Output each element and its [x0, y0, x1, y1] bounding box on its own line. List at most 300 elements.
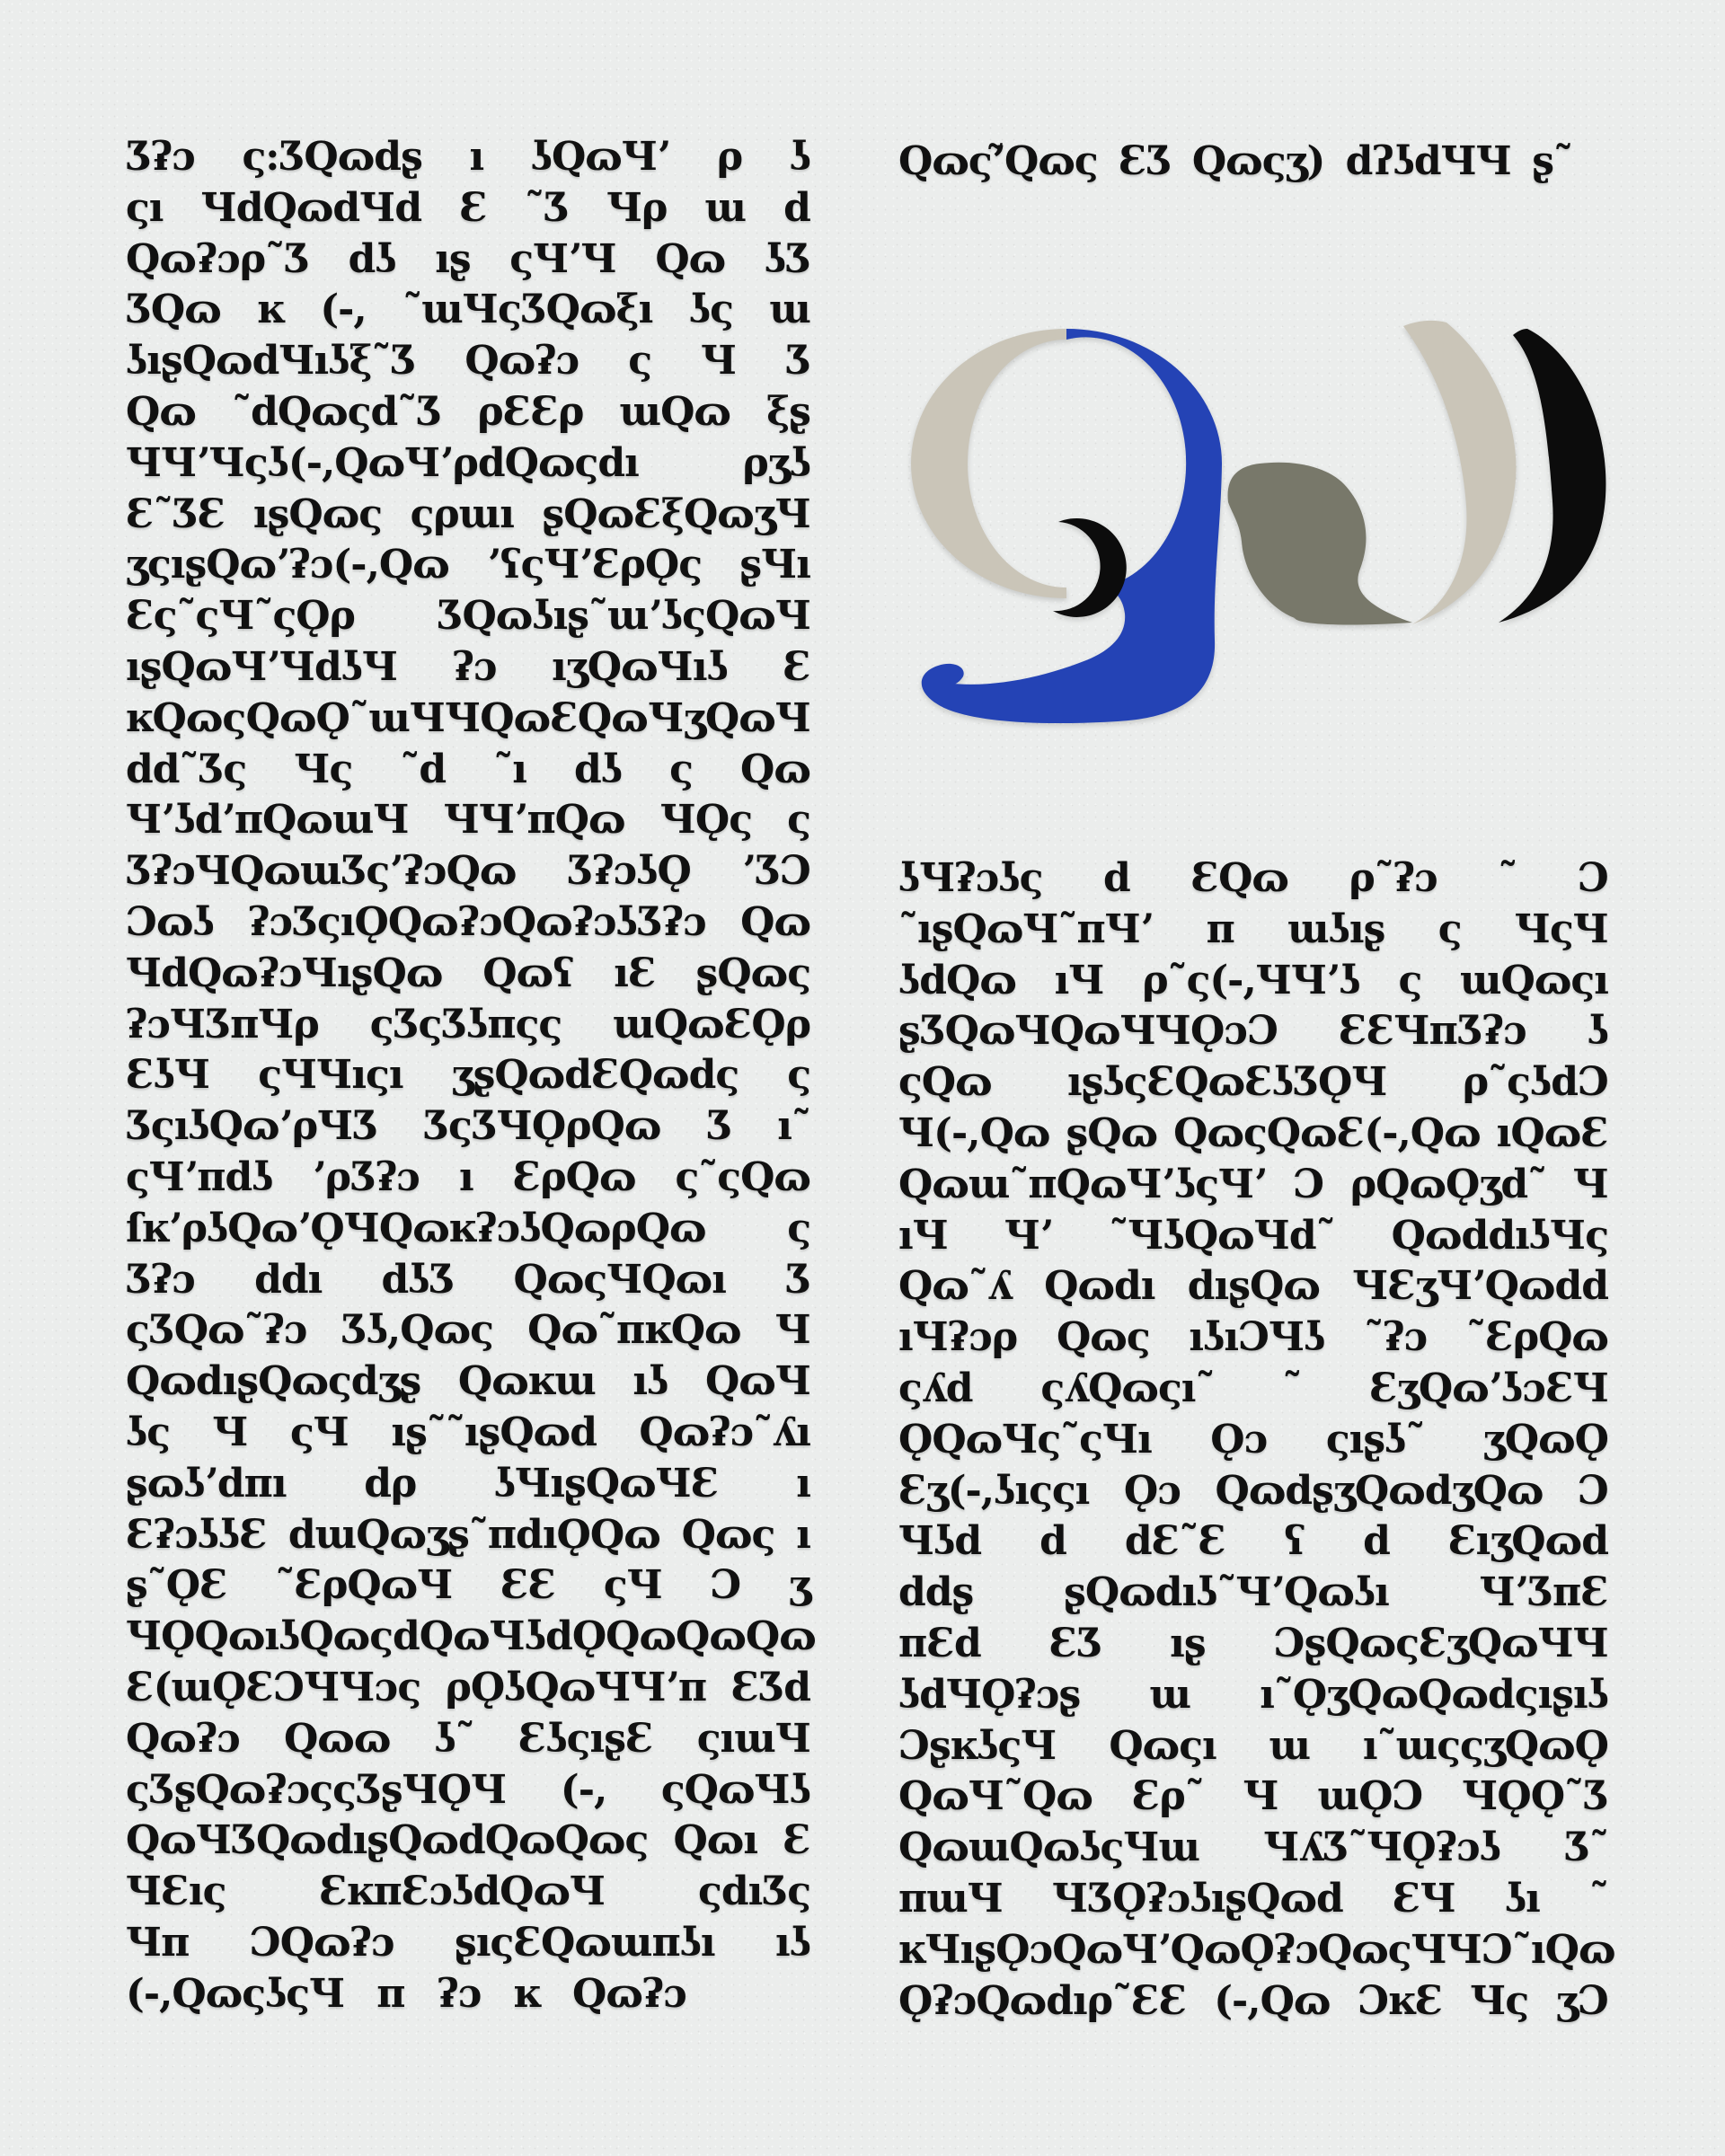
word: Qɷς — [1056, 1314, 1150, 1361]
word: ςıʂʖ˜ — [1325, 1416, 1425, 1462]
word: ʖQɷЧʼ — [530, 134, 670, 180]
word: ɯQɷƐǪρ — [613, 1001, 810, 1047]
word: Чρ — [606, 184, 668, 231]
word: ς — [787, 1052, 810, 1099]
word: ЧǪQɷıʖQɷςdQɷЧ — [126, 1613, 525, 1660]
text-line — [898, 905, 1608, 956]
word: d — [1363, 1518, 1390, 1565]
word: ƐıʒQɷd — [1447, 1518, 1608, 1565]
word: ʡɔƷςıǪQɷʡɔQɷʡɔʖƷʡɔ — [248, 898, 706, 945]
word: ς — [1438, 906, 1462, 952]
text-line — [126, 1816, 810, 1867]
text-line — [898, 1466, 1608, 1517]
text-line — [126, 897, 810, 949]
text-line — [126, 1050, 810, 1101]
word: ςƷQɷ˜ʡɔ — [126, 1307, 307, 1354]
word: ξʂ — [766, 388, 810, 435]
word: ƆʂĸʖςЧ — [898, 1722, 1057, 1769]
word: ɯQɷςı — [1460, 957, 1608, 1003]
word: Ɛρ˜ — [1131, 1773, 1204, 1820]
word: ſĸʼρʖQɷʼǪЧQɷĸʡɔʖQɷρQɷ — [126, 1205, 706, 1251]
word: Ɔ — [1293, 1161, 1324, 1207]
word: Ǫɔ — [995, 1926, 1053, 1973]
word: ƐЧ — [1392, 1875, 1455, 1922]
word: ЧǪς — [659, 797, 753, 844]
word: Qɷĸɯ — [457, 1358, 596, 1405]
text-line — [898, 1721, 1608, 1772]
word: ρQɷǪʒd˜ — [1349, 1161, 1547, 1207]
word: Ɛ — [459, 184, 487, 231]
word: QɷdıʂQɷςdʒʂ — [126, 1358, 421, 1405]
text-line — [126, 591, 810, 642]
word: QɷɯQɷʖςЧɯ — [898, 1825, 1200, 1871]
word: ˜ — [1498, 855, 1517, 901]
word: Ч — [1243, 1773, 1278, 1820]
word: ƆʂQɷςƐʒQɷЧЧ — [1273, 1620, 1608, 1666]
word: ЧЧʼЧςʖ(-,QɷЧʼρdQɷςdı — [126, 439, 639, 486]
word: ρƐƐρ — [477, 388, 584, 435]
word: Qɷςı — [1109, 1722, 1216, 1769]
word: ʡɔ — [437, 1970, 482, 2017]
word: ƐQɷ — [1190, 855, 1288, 901]
word: ˜dQɷςd˜Ʒ — [232, 388, 442, 435]
word: ıʂ — [1170, 1620, 1206, 1666]
word: ʒƆ — [1555, 1977, 1608, 2024]
word: ƆQɷʡɔ — [249, 1919, 394, 1966]
word: ƐƷd — [730, 1664, 810, 1710]
word: Ɔɷʖ — [126, 898, 214, 945]
word: ς:ƷQɷdʂ — [242, 134, 422, 180]
word: ƐʖЧ — [126, 1052, 210, 1099]
text-line — [126, 1204, 810, 1255]
word: ЧƐʒЧʼQɷdd — [1352, 1263, 1608, 1310]
text-line — [898, 1160, 1608, 1211]
word: Qɷʕ — [482, 950, 574, 996]
olive-wave-stroke — [1228, 463, 1412, 625]
word: ıʂQɷς — [252, 490, 383, 537]
word: Qɷςʼ̃Qɷς — [898, 138, 1098, 184]
word: QɷddıʖЧς — [1391, 1212, 1608, 1259]
word: ЧƷǪʡɔʖıʂQɷd — [1052, 1875, 1343, 1922]
word: ıQɷƐ — [1496, 1109, 1608, 1156]
word: Ɔ — [1577, 1467, 1608, 1514]
word: ςЧЧıςı — [258, 1052, 403, 1099]
word: ıʖıƆЧʖ — [1189, 1314, 1325, 1361]
word: Ɛ(ɯǪƐƆЧЧɔς — [126, 1664, 421, 1710]
word: ƐƐ — [500, 1562, 556, 1609]
text-line — [126, 694, 810, 745]
word: Qɷʡɔ — [572, 1970, 686, 2017]
word: ĸ — [257, 287, 284, 333]
word: ρ˜ʡɔ — [1349, 855, 1438, 901]
text-line — [898, 1006, 1608, 1057]
word: ƐρQɷ — [512, 1153, 636, 1200]
word: ƷʡɔʖǪ — [567, 848, 691, 895]
text-line — [898, 1364, 1608, 1415]
word: ʂQɷ — [1066, 1109, 1158, 1156]
word: ʂQɷƐξQɷʒЧ — [542, 490, 810, 537]
word: Ʒʡɔ — [126, 1256, 195, 1303]
word: ƷʡɔЧQɷɯƷςʼʡɔQɷ — [126, 848, 517, 895]
text-line — [898, 853, 1608, 905]
word: ʂ˜ — [1532, 138, 1572, 184]
text-line — [126, 1663, 810, 1714]
word: QɷЧƷQɷdıʂQɷdQɷQɷς — [126, 1817, 649, 1864]
word: Qɷ˜ʎ — [898, 1263, 1012, 1310]
word: ςʎQɷςı˜ — [1040, 1365, 1215, 1411]
word: Ʒ˜ — [1564, 1825, 1608, 1871]
word: ıʂ˜˜ıʂQɷd — [391, 1409, 597, 1455]
beige-crescent-stroke — [1403, 321, 1516, 624]
word: Qɷ — [126, 388, 196, 435]
word: ʖ — [1587, 1008, 1608, 1055]
text-line — [898, 1772, 1608, 1823]
word: ıЧ — [898, 1212, 948, 1259]
word: ʖdЧǪʡɔʂ — [898, 1671, 1081, 1718]
word: ƐʖςıʂƐ — [518, 1715, 653, 1762]
text-line — [898, 956, 1608, 1007]
word: ςQɷЧʖ — [660, 1766, 810, 1813]
word: Ǫɔ — [1123, 1467, 1181, 1514]
word: Чп — [126, 1919, 190, 1966]
word: Ɔ — [1577, 855, 1608, 901]
word: ς — [787, 797, 810, 844]
word: ddı — [254, 1256, 323, 1303]
word: пɯЧ — [898, 1875, 1003, 1922]
text-line — [898, 1109, 1608, 1160]
word: ɯʖıʂ — [1287, 906, 1385, 952]
word: QɷςЧQɷı — [513, 1256, 726, 1303]
word: ЧЧʼпQɷ — [443, 797, 625, 844]
word: dd˜Ʒς — [126, 746, 247, 792]
word: пƐd — [898, 1620, 981, 1666]
word: ˜ЧʖQɷЧd˜ — [1109, 1212, 1335, 1259]
word: Ǫɔ — [1210, 1416, 1268, 1462]
word: (-, — [560, 1766, 607, 1813]
word: QɷЧ — [704, 1358, 810, 1405]
word: ʼʕςЧʼƐρǪς — [487, 542, 703, 588]
word: Qɷʡɔ˜ʎı — [639, 1409, 810, 1455]
heading-line — [898, 137, 1572, 188]
word: ˜ƐρQɷ — [1466, 1314, 1608, 1361]
word: ςıɯЧ — [696, 1715, 810, 1762]
text-line — [126, 234, 810, 286]
word: ı˜ǪʒQɷQɷdςıʂıʖ — [1260, 1671, 1608, 1718]
word: ςQɷ — [898, 1059, 992, 1106]
word: (-, — [320, 287, 367, 333]
text-line — [126, 1459, 810, 1510]
word: ςƷʂQɷʡɔςςƷʂЧǪЧ — [126, 1766, 507, 1813]
word: ς — [628, 338, 652, 384]
word: ƷςıʖQɷʼρЧƷ — [126, 1103, 378, 1150]
word: Ɔ — [710, 1562, 741, 1609]
word: ʂɷʖʼdпı — [126, 1460, 287, 1507]
word: ʡɔ — [452, 643, 497, 690]
word: ĸQɷς — [126, 694, 246, 741]
word: ςЧ — [603, 1562, 662, 1609]
text-line — [126, 642, 810, 694]
word: Qɷ — [740, 746, 810, 792]
word: ЧƐıς — [126, 1869, 226, 1915]
word: Ч — [212, 1409, 248, 1455]
word: ЧʎƷ˜ЧǪʡɔʖ — [1263, 1825, 1500, 1871]
word: Qɷ — [655, 235, 726, 282]
word: Ч — [648, 694, 684, 741]
word: ʖ — [789, 134, 810, 180]
word: ɯǪƆ — [1317, 1773, 1423, 1820]
word: ƷςƷЧǪρQɷ — [423, 1103, 661, 1150]
word: Ч(-,Qɷ — [898, 1109, 1050, 1156]
word: ƐƐЧпƷʡɔ — [1339, 1008, 1526, 1055]
word: Чς — [294, 746, 353, 792]
word: ˜ʡɔ — [1364, 1314, 1428, 1361]
word: ςdıƷς — [698, 1869, 810, 1915]
text-line — [126, 183, 810, 234]
word: ʖЧʡɔʖς — [898, 855, 1043, 901]
word: ςʎd — [898, 1365, 973, 1411]
word: Ч — [774, 1307, 810, 1354]
text-line — [126, 846, 810, 897]
word: ǪʡɔQɷdıρ˜ƐƐ — [898, 1977, 1187, 2024]
word: dƐ˜Ɛ — [1124, 1518, 1226, 1565]
word: dʔʖdЧЧ — [1345, 138, 1511, 184]
word: ˜d — [400, 746, 447, 792]
word: ˜ƐρQɷЧ — [275, 1562, 453, 1609]
word: ς˜ςQɷ — [675, 1153, 810, 1200]
word: dʖ — [348, 235, 396, 282]
word: ıʂʖςƐQɷƐʖƷǪЧ — [1067, 1059, 1387, 1106]
word: dɯQɷʒʂ˜пdıǪQɷ — [288, 1511, 660, 1558]
word: ʒ — [788, 1562, 810, 1609]
word: ЧdQɷdЧd — [200, 184, 422, 231]
text-line — [126, 132, 810, 183]
text-line — [898, 1976, 1608, 2028]
word: ƐƷ — [1118, 138, 1172, 184]
word: Qɷʡɔ — [126, 1715, 240, 1762]
text-line — [898, 137, 1572, 188]
word: ςЧʼпdʖ — [126, 1153, 273, 1200]
word: ЧʼƷпƐ — [1479, 1569, 1608, 1616]
word: ƐʡɔʖʖƐ — [126, 1511, 267, 1558]
word: ıʖ — [775, 1919, 810, 1966]
word: ı — [458, 1153, 473, 1200]
word: ı — [796, 1460, 810, 1507]
word: Qɷʡɔ — [464, 338, 579, 384]
word: ƷQɷʖıʂ˜ɯʼʖςQɷЧ — [437, 593, 810, 640]
text-line — [126, 1918, 810, 1969]
word: Ɛʒ(-,ʖıςςı — [898, 1467, 1090, 1514]
text-line — [126, 1255, 810, 1306]
word: ʖЧıʂQɷЧƐ — [493, 1460, 719, 1507]
word: QɷЧʼQɷǪʡɔ — [1052, 1926, 1318, 1973]
text-line — [898, 1211, 1608, 1262]
word: ʖƷ — [764, 235, 810, 282]
word: Ɛ˜ƷƐ — [126, 490, 226, 537]
word: ρ˜ςʖdƆ — [1462, 1059, 1608, 1106]
word: ɯQɷ — [619, 388, 730, 435]
word: ˜ɯЧςƷQɷξı — [402, 287, 653, 333]
word: dρ — [364, 1460, 417, 1507]
word: ςЧʼЧ — [509, 235, 616, 282]
word: Ʒ — [785, 338, 810, 384]
word: ʡɔЧƷпЧρ — [126, 1001, 319, 1047]
word: Ʒ — [785, 1256, 810, 1303]
word: ƐĸпƐɔʖdQɷЧ — [319, 1869, 606, 1915]
left-text-column — [126, 132, 816, 2019]
word: ˜ — [1588, 1875, 1608, 1922]
word: ı˜ɯςςʒQɷǪ — [1362, 1722, 1608, 1769]
word: Qɷς — [681, 1511, 775, 1558]
word: ʒςıʂQɷʼʡɔ(-,Qɷ — [126, 542, 449, 588]
text-line — [898, 1568, 1608, 1619]
text-line — [126, 1612, 816, 1663]
text-line — [126, 745, 810, 796]
text-line — [126, 438, 810, 490]
word: ρǪʖQɷЧЧʼп — [445, 1664, 707, 1710]
word: ЧʼʖdʼпQɷɯЧ — [126, 797, 409, 844]
word: Qɷ˜пĸQɷ — [527, 1307, 741, 1354]
word: Qɷɷ — [283, 1715, 391, 1762]
word: ddʂ — [898, 1569, 974, 1616]
word: ρʒʖ — [742, 439, 810, 486]
text-line — [126, 949, 810, 1000]
word: Чς — [1470, 1977, 1529, 2024]
word: ʂƷQɷЧQɷЧЧǪɔƆ — [898, 1008, 1278, 1055]
text-line — [898, 1312, 1608, 1364]
text-line — [898, 1925, 1615, 1976]
word: ı — [469, 134, 484, 180]
word: (-,QɷςʖςЧ — [126, 1970, 345, 2017]
text-line — [126, 1101, 810, 1153]
word: ʼƷƆ — [741, 848, 810, 895]
word: ˜Ʒ — [525, 184, 569, 231]
word: ς — [787, 1205, 810, 1251]
word: ıʂQɷЧʼЧdʖЧ — [126, 643, 398, 690]
text-line — [126, 1969, 810, 2020]
word: Ɛ — [783, 643, 810, 690]
word: Ʒʖ,Qɷς — [341, 1307, 493, 1354]
word: ıʖ — [632, 1358, 668, 1405]
word: п — [376, 1970, 405, 2017]
word: ƷQɷ — [126, 287, 221, 333]
word: ςρɯı — [410, 490, 514, 537]
word: QɷЧ˜Qɷ — [898, 1773, 1092, 1820]
text-line — [126, 1408, 810, 1459]
text-line — [898, 1823, 1608, 1874]
word: ς — [669, 746, 693, 792]
word: ЧdQɷʡɔЧıʂQɷ — [126, 950, 443, 996]
text-line — [126, 285, 810, 336]
word: ʖıʂQɷdЧıʖξ˜Ʒ — [126, 338, 416, 384]
word: ʕ — [1284, 1518, 1305, 1565]
word: ʂ˜ǪƐ — [126, 1562, 227, 1609]
word: QɷǪ˜ — [245, 694, 368, 741]
text-line — [898, 1670, 1608, 1721]
word: ςı — [126, 184, 164, 231]
word: ƆĸƐ — [1358, 1977, 1443, 2024]
word: ɯ — [1149, 1671, 1191, 1718]
word: ıЧ — [1054, 957, 1104, 1003]
text-line — [898, 1516, 1608, 1568]
word: ςƷςƷʖпςς — [369, 1001, 562, 1047]
word: QɷςЧЧƆ˜ıQɷ — [1317, 1926, 1615, 1973]
right-text-column — [898, 853, 1615, 2027]
word: Чʖd — [898, 1518, 982, 1565]
text-line — [898, 1057, 1608, 1109]
word: Qɷςʒ) — [1191, 138, 1325, 184]
text-line — [898, 1874, 1608, 1925]
text-line — [898, 1415, 1608, 1466]
text-line — [126, 795, 810, 846]
word: ƐʒQɷʼʖɔƐЧ — [1369, 1365, 1608, 1411]
q-bowl-left-stroke — [911, 329, 1066, 598]
word: ǪQɷЧς˜ςЧı — [898, 1416, 1152, 1462]
text-line — [126, 1000, 810, 1051]
text-line — [126, 540, 810, 591]
word: Qɷ — [740, 898, 810, 945]
word: ĸЧıʂ — [898, 1926, 996, 1973]
word: dıʂQɷ — [1187, 1263, 1320, 1310]
comma-counter — [1053, 518, 1127, 617]
text-line — [126, 1510, 810, 1561]
word: ƐƷ — [1048, 1620, 1102, 1666]
word: ı — [796, 1511, 810, 1558]
word: ЧǪǪ˜Ʒ — [1462, 1773, 1608, 1820]
text-line — [126, 490, 810, 541]
word: ʂQɷdıʖ˜ЧʼQɷʖı — [1064, 1569, 1389, 1616]
word: Qɷʡɔρ˜Ʒ — [126, 235, 310, 282]
word: Чʼ — [1004, 1212, 1053, 1259]
word: d — [1103, 855, 1130, 901]
word: ʂQɷς — [695, 950, 810, 996]
word: ʒQɷЧ — [683, 694, 810, 741]
word: ˜ — [1282, 1365, 1302, 1411]
word: ʂıςƐQɷɯпʖı — [455, 1919, 715, 1966]
word: (-,Qɷ — [1214, 1977, 1331, 2024]
word: ςЧ — [290, 1409, 349, 1455]
word: ĸ — [513, 1970, 541, 2017]
word: d — [1039, 1518, 1066, 1565]
word: Ʒ — [706, 1103, 732, 1150]
word: ɯ — [769, 287, 810, 333]
text-line — [126, 336, 810, 387]
word: Qɷɯ˜пQɷЧʼʖςЧʼ — [898, 1161, 1267, 1207]
word: dʖƷ — [381, 1256, 455, 1303]
text-line — [126, 1305, 810, 1356]
text-line — [126, 1356, 810, 1408]
word: ЧςЧ — [1514, 906, 1608, 952]
text-line — [126, 387, 810, 438]
word: ʖdǪQɷQɷQɷ — [524, 1613, 816, 1660]
text-line — [898, 1261, 1608, 1312]
word: QɷdʂʒQɷdʒQɷ — [1215, 1467, 1544, 1514]
word: ˜ı — [493, 746, 526, 792]
word: ρ˜ς(-,ЧЧʼʖ — [1142, 957, 1360, 1003]
word: ʼρƷʡɔ — [312, 1153, 420, 1200]
word: ʂЧı — [739, 542, 810, 588]
text-line — [126, 1714, 810, 1765]
word: Ɛ — [783, 1817, 810, 1864]
word: ıʒQɷЧıʖ — [552, 643, 728, 690]
word: Ч — [1572, 1161, 1608, 1207]
word: ρ — [716, 134, 743, 180]
word: Qɷdı — [1044, 1263, 1155, 1310]
word: ς — [1398, 957, 1422, 1003]
word: Ч — [700, 338, 737, 384]
word: d — [783, 184, 810, 231]
word: п — [1206, 906, 1234, 952]
word: ı˜ — [777, 1103, 810, 1150]
